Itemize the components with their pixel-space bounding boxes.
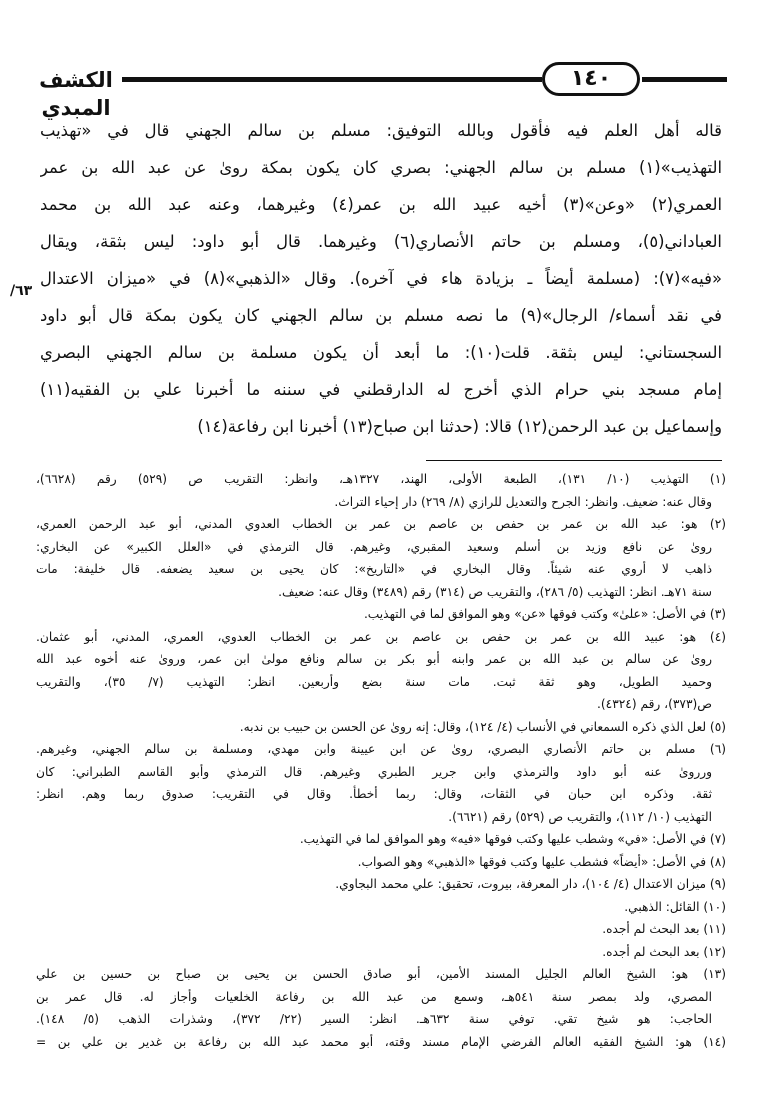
book-title: الكشف المبدي [39, 68, 113, 120]
text-line: «فيه»(٧): (مسلمة أيضاً ـ بزيادة هاء في آخره). وقال «الذهبي»(٨) في «ميزان الاعتدال [40, 269, 722, 288]
footnote-line: الحاجب: هو شيخ تقي. توفي سنة ٦٣٢هـ. انظر: السير (٢٢/ ٣٧٢)، وشذرات الذهب (٥/ ١٤٨). [36, 1012, 713, 1026]
footnote-line: وقال عنه: ضعيف. وانظر: الجرح والتعديل للرازي (٨/ ٢٦٩) دار إحياء التراث. [334, 494, 712, 509]
text-line: قاله أهل العلم فيه فأقول وبالله التوفيق: مسلم بن سالم الجهني قال في «تهذيب [40, 121, 722, 140]
text-line: السجستاني: ليس بثقة. قلت(١٠): ما أبعد أن يكون مسلمة بن سالم الجهني البصري [40, 343, 722, 362]
footnote-line: (٦) مسلم بن حاتم الأنصاري البصري، روىٰ عن ابن عيينة وابن مهدي، ومسلمة بن سالم الجهني، وغيرهم. [36, 742, 726, 756]
footnote-line: روىٰ عن سالم بن عبد الله بن عمر وابنه أبو بكر بن سالم ونافع مولىٰ ابن عمر، وروىٰ عنه أخوه عبد الله [36, 652, 712, 666]
footnote-line: (٧) في الأصل: «في» وشطب عليها وكتب فوقها «فيه» وهو الموافق لما في التهذيب. [299, 832, 726, 846]
footnote-line: (٤) هو: عبيد الله بن عمر بن حفص بن عاصم بن عمر بن الخطاب العدوي، العمري، المدني، أبو عثمان. [36, 629, 726, 644]
footnote-line: (١٠) القائل: الذهبي. [624, 899, 726, 914]
main-text [40, 112, 722, 445]
footnote-line: سنة ٧١هـ. انظر: التهذيب (٥/ ٢٨٦)، والتقريب ص (٣١٤) رقم (٣٤٨٩) وقال عنه: ضعيف. [278, 584, 712, 599]
page-header [30, 62, 730, 120]
text-line: العباداني(٥)، ومسلم بن حاتم الأنصاري(٦) وغيرهما. قال أبو داود: ليس بثقة، ويقال [40, 232, 722, 251]
footnote-line: وحميد الطويل، وهو ثقة ثبت. مات سنة بضع وأربعين. انظر: التهذيب (٧/ ٣٥)، والتقريب [36, 674, 712, 689]
footnote-separator [426, 460, 722, 461]
footnote-line: المصري، ولد بمصر سنة ٥٤١هـ، وسمع من عبد الله بن رفاعة الخلعيات وأجاز له. قال عمر بن [36, 989, 713, 1004]
footnote-line: (٢) هو: عبد الله بن عمر بن حفص بن عاصم بن عمر بن الخطاب العدوي المدني، أبو عبد الرحمن العمري، [36, 517, 726, 531]
text-line: العمري(٢) «وعن»(٣) أخيه عبيد الله بن عمر(٤) وغيرهما، وعنه عبد الله بن محمد [40, 195, 722, 214]
footnote-line: (١١) بعد البحث لم أجده. [602, 922, 726, 936]
text-line: في نقد أسماء/ الرجال»(٩) ما نصه مسلم بن سالم الجهني كان يكون بمكة قال أبو داود [40, 306, 722, 325]
footnote-line: روىٰ عن نافع وزيد بن أسلم وسعيد المقبري، وغيرهم. قال الترمذي في «العلل الكبير» عن البخاري: [36, 539, 712, 554]
page-number: ١٤٠ [542, 62, 640, 96]
footnote-line: (٣) في الأصل: «علىٰ» وكتب فوقها «عن» وهو الموافق لما في التهذيب. [363, 607, 726, 621]
footnote-line: ثقة. وذكره ابن حبان في الثقات، وقال: ربما أخطأ. وقال في التقريب: صدوق ربما وهم. انظر: [36, 787, 712, 801]
text-line: وإسماعيل بن عبد الرحمن(١٢) قالا: (حدثنا ابن صباح(١٣) أخبرنا ابن رفاعة(١٤) [197, 417, 722, 436]
footnote-line: (٩) ميزان الاعتدال (٤/ ١٠٤)، دار المعرفة، بيروت، تحقيق: علي محمد البجاوي. [335, 877, 726, 891]
footnote-line: (١٤) هو: الشيخ الفقيه العالم الفرضي الإمام مسند وقته، أبو محمد عبد الله بن رفاعة بن غدير بن علي بن = [36, 1034, 726, 1049]
text-line: التهذيب»(١) مسلم بن سالم الجهني: بصري كان يكون بمكة روىٰ عن عبد الله بن عمر [40, 158, 722, 177]
footnote-line: (١٣) هو: الشيخ العالم الجليل المسند الأمين، أبو صادق الحسن بن يحيى بن صباح بن حسين بن علي [36, 967, 726, 981]
footnote-line: (٥) لعل الذي ذكره السمعاني في الأنساب (٤/ ١٢٤)، وقال: إنه روىٰ عن الحسن بن حبيب بن ندبه. [239, 719, 726, 734]
footnote-line: التهذيب (١٠/ ١١٢)، والتقريب ص (٥٢٩) رقم (٦٦٢١). [448, 809, 712, 824]
text-line: إمام مسجد بني حرام الذي أخرج له الدارقطني في سننه ما أخبرنا علي بن الفقيه(١١) [40, 380, 722, 399]
footnote-line: (١) التهذيب (١٠/ ١٣١)، الطبعة الأولى، الهند، ١٣٢٧هـ، وانظر: التقريب ص (٥٢٩) رقم (٦٦٢٨)، [36, 472, 726, 486]
footnote-line: ورروىٰ عنه أبو داود والترمذي وابن جرير الطبري وغيرهم. قال الترمذي وأبو القاسم الطبراني: كان [36, 764, 712, 779]
footnote-line: ص(٣٧٣)، رقم (٤٣٢٤). [597, 697, 712, 711]
footnote-line: ذاهب لا أروي عنه شيئاً. وقال البخاري في «التاريخ»: كان يحيى بن سعيد يضعفه. قال خليفة: مات [36, 562, 712, 576]
footnote-line: (٨) في الأصل: «أيضاً» فشطب عليها وكتب فوقها «الذهبي» وهو الصواب. [357, 854, 726, 869]
header-rule-left [122, 77, 542, 82]
footnotes [36, 468, 726, 1053]
header-rule-right [642, 77, 727, 82]
manuscript-folio-marker: ٦٣/ [10, 283, 33, 299]
footnote-line: (١٢) بعد البحث لم أجده. [602, 944, 726, 959]
